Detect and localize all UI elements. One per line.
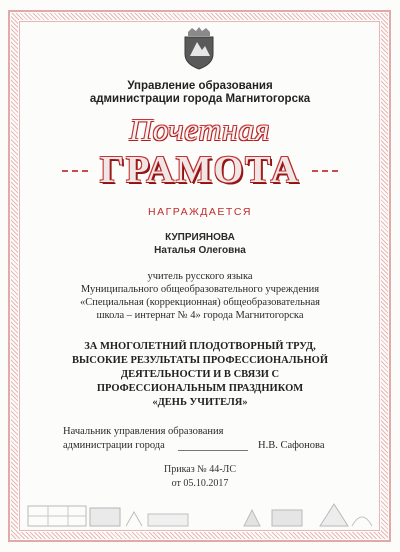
merit-line-1: ЗА МНОГОЛЕТНИЙ ПЛОДОТВОРНЫЙ ТРУД, bbox=[84, 341, 316, 352]
awarded-label: НАГРАЖДАЕТСЯ bbox=[148, 206, 252, 218]
position-line-2: Муниципального общеобразовательного учреждения bbox=[80, 284, 320, 295]
certificate-title bbox=[60, 110, 340, 195]
title-script: Почетная bbox=[129, 112, 271, 147]
recipient-name: Наталья Олеговна bbox=[154, 245, 246, 256]
recipient-surname: КУПРИЯНОВА bbox=[165, 232, 235, 243]
title-main: ГРАМОТА bbox=[99, 149, 301, 191]
position-line-1: учитель русского языка bbox=[147, 271, 253, 282]
issuer-line-2: администрации города Магнитогорска bbox=[89, 93, 311, 105]
merit-line-2: ВЫСОКИЕ РЕЗУЛЬТАТЫ ПРОФЕССИОНАЛЬНОЙ bbox=[71, 355, 329, 366]
signatory-name: Н.В. Сафонова bbox=[258, 440, 325, 451]
position-line-3: «Специальная (коррекционная) общеобразовательная bbox=[80, 297, 320, 308]
order-date: от 05.10.2017 bbox=[171, 478, 229, 489]
decorative-school-strip bbox=[22, 488, 378, 530]
city-coat-of-arms-icon bbox=[180, 26, 218, 70]
issuer-line-1: Управление образования bbox=[127, 80, 273, 92]
signature-line bbox=[178, 440, 248, 451]
merit-line-4: ПРОФЕССИОНАЛЬНЫМ ПРАЗДНИКОМ bbox=[96, 383, 304, 394]
merit-line-5: «ДЕНЬ УЧИТЕЛЯ» bbox=[152, 397, 248, 408]
order-number: Приказ № 44-ЛС bbox=[164, 464, 236, 475]
position-line-4: школа – интернат № 4» города Магнитогорска bbox=[96, 310, 304, 321]
signatory-title-2: администрации города bbox=[63, 440, 165, 451]
signatory-title-1: Начальник управления образования bbox=[63, 426, 224, 437]
merit-line-3: ДЕЯТЕЛЬНОСТИ И В СВЯЗИ С bbox=[120, 369, 280, 380]
